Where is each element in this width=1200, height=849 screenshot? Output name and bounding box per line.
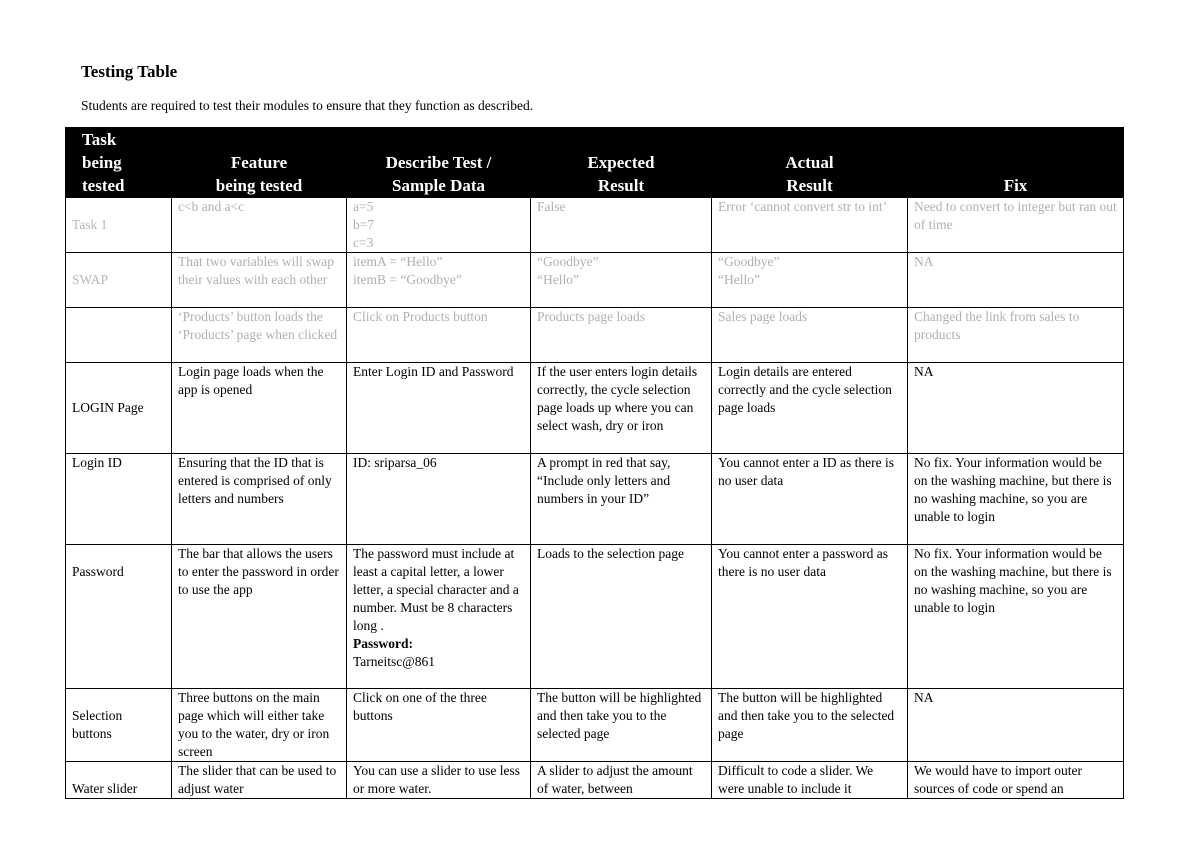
header-task: Task being tested	[66, 128, 172, 198]
cell-expected: “Goodbye” “Hello”	[531, 253, 712, 308]
cell-feature: Three buttons on the main page which will either take you to the water, dry or iron screen	[172, 689, 347, 762]
cell-expected: A slider to adjust the amount of water, between	[531, 762, 712, 799]
cell-feature: That two variables will swap their values with each other	[172, 253, 347, 308]
cell-task: Login ID	[66, 454, 172, 545]
cell-fix: NA	[908, 253, 1124, 308]
cell-feature: Login page loads when the app is opened	[172, 363, 347, 454]
cell-task: Selection buttons	[66, 689, 172, 762]
cell-fix: Need to convert to integer but ran out of time	[908, 198, 1124, 253]
table-row	[66, 308, 1124, 363]
password-value: Tarneitsc@861	[353, 654, 435, 669]
page-title: Testing Table	[81, 62, 178, 81]
table-row	[66, 545, 1124, 689]
table-row	[66, 454, 1124, 545]
testing-table	[65, 127, 1124, 799]
cell-task: SWAP	[66, 253, 172, 308]
cell-test: Click on one of the three buttons	[347, 689, 531, 762]
cell-test: itemA = “Hello” itemB = “Goodbye”	[347, 253, 531, 308]
cell-actual: Sales page loads	[712, 308, 908, 363]
cell-actual: Difficult to code a slider. We were unable to include it	[712, 762, 908, 799]
cell-test: ID: sriparsa_06	[347, 454, 531, 545]
cell-test: Click on Products button	[347, 308, 531, 363]
cell-actual: You cannot enter a ID as there is no user data	[712, 454, 908, 545]
cell-expected: The button will be highlighted and then take you to the selected page	[531, 689, 712, 762]
cell-task: Task 1	[66, 198, 172, 253]
cell-actual: Error ‘cannot convert str to int’	[712, 198, 908, 253]
cell-fix: Changed the link from sales to products	[908, 308, 1124, 363]
header-test: Describe Test / Sample Data	[347, 128, 531, 198]
cell-fix: NA	[908, 689, 1124, 762]
cell-feature: The bar that allows the users to enter the password in order to use the app	[172, 545, 347, 689]
header-expected: Expected Result	[531, 128, 712, 198]
cell-task	[66, 308, 172, 363]
cell-actual: “Goodbye” “Hello”	[712, 253, 908, 308]
cell-feature: ‘Products’ button loads the ‘Products’ page when clicked	[172, 308, 347, 363]
header-fix: Fix	[908, 128, 1124, 198]
cell-test: Enter Login ID and Password	[347, 363, 531, 454]
password-label: Password:	[353, 636, 413, 651]
cell-feature: c<b and a<c	[172, 198, 347, 253]
cell-test	[347, 545, 531, 689]
cell-test: a=5 b=7 c=3	[347, 198, 531, 253]
cell-fix: No fix. Your information would be on the washing machine, but there is no washing machine, so you are unable to login	[908, 454, 1124, 545]
password-rule-text: The password must include at least a capital letter, a lower letter, a special character and a number. Must be 8 characters long .	[353, 546, 519, 633]
cell-actual: You cannot enter a password as there is no user data	[712, 545, 908, 689]
cell-actual: Login details are entered correctly and the cycle selection page loads	[712, 363, 908, 454]
cell-task: Password	[66, 545, 172, 689]
table-row	[66, 198, 1124, 253]
table-row	[66, 363, 1124, 454]
cell-expected: If the user enters login details correctly, the cycle selection page loads up where you can select wash, dry or iron	[531, 363, 712, 454]
cell-test: You can use a slider to use less or more water.	[347, 762, 531, 799]
table-row	[66, 689, 1124, 762]
cell-feature: The slider that can be used to adjust water	[172, 762, 347, 799]
table-header-row	[66, 128, 1124, 198]
table-row	[66, 762, 1124, 799]
cell-expected: Loads to the selection page	[531, 545, 712, 689]
page-subtitle: Students are required to test their modules to ensure that they function as described.	[81, 98, 534, 113]
cell-expected: Products page loads	[531, 308, 712, 363]
cell-fix: NA	[908, 363, 1124, 454]
cell-actual: The button will be highlighted and then take you to the selected page	[712, 689, 908, 762]
table-row	[66, 253, 1124, 308]
cell-task: LOGIN Page	[66, 363, 172, 454]
header-actual: Actual Result	[712, 128, 908, 198]
cell-expected: A prompt in red that say, “Include only letters and numbers in your ID”	[531, 454, 712, 545]
cell-fix: No fix. Your information would be on the washing machine, but there is no washing machine, so you are unable to login	[908, 545, 1124, 689]
cell-task: Water slider	[66, 762, 172, 799]
cell-fix: We would have to import outer sources of code or spend an	[908, 762, 1124, 799]
header-feature: Feature being tested	[172, 128, 347, 198]
cell-expected: False	[531, 198, 712, 253]
cell-feature: Ensuring that the ID that is entered is comprised of only letters and numbers	[172, 454, 347, 545]
